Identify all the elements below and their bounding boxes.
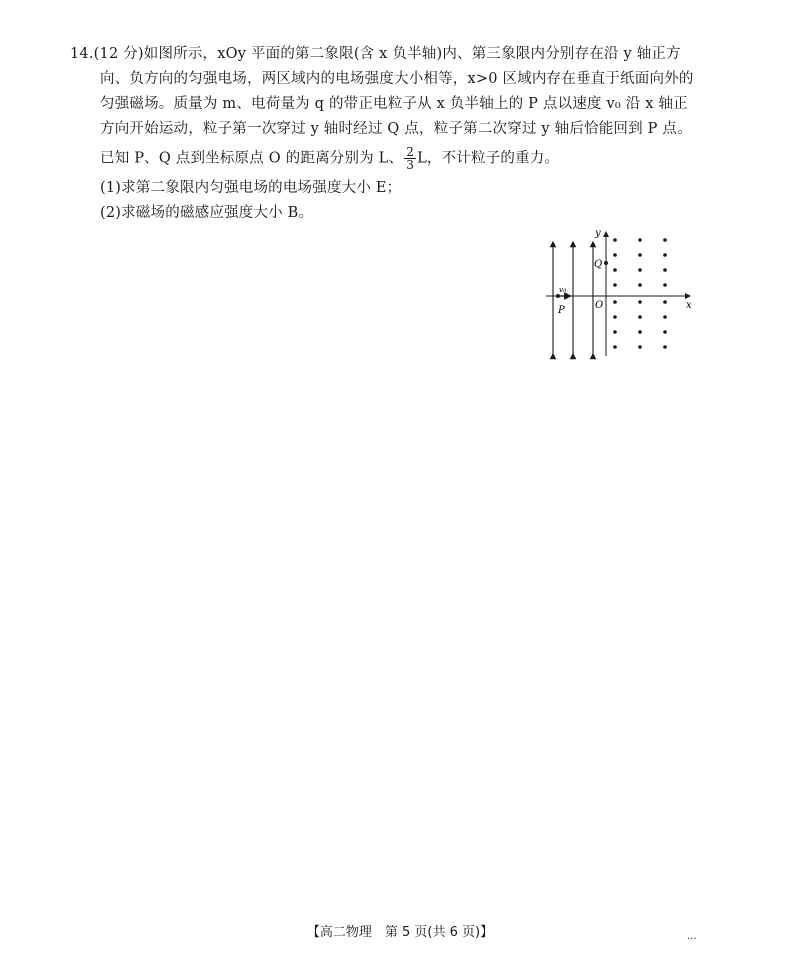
question-1: (1)求第二象限内匀强电场的电场强度大小 E； (100, 179, 402, 196)
label-v0: v₀ (559, 285, 567, 294)
fraction-two-thirds (404, 146, 416, 171)
problem-number: 14. (70, 46, 94, 62)
electric-field-lines (553, 244, 593, 356)
question-2: (2)求磁场的磁感应强度大小 B。 (100, 204, 314, 221)
fraction-numerator: 2 (406, 145, 415, 159)
label-y: y (595, 228, 601, 239)
problem-line-5 (100, 146, 700, 172)
problem-line-2: 向、负方向的匀强电场，两区域内的电场强度大小相等，x>0 区域内存在垂直于纸面向外的 (100, 71, 694, 87)
problem-points: (12 分) (93, 46, 144, 62)
label-q: Q (594, 259, 603, 270)
page-footer: 【高二物理 第 5 页(共 6 页)】 (306, 925, 494, 940)
problem-line-3: 匀强磁场。质量为 m、电荷量为 q 的带正电粒子从 x 负半轴上的 P 点以速度 v₀ 沿 x 轴正 (100, 96, 688, 112)
corner-mark: ... (687, 931, 697, 942)
point-q (604, 261, 608, 265)
problem-line-4: 方向开始运动，粒子第一次穿过 y 轴时经过 Q 点，粒子第二次穿过 y 轴后恰能回到 P 点。 (100, 121, 692, 137)
problem-line-1 (70, 42, 700, 67)
label-p: P (558, 305, 565, 316)
label-o: O (595, 300, 604, 311)
label-x: x (686, 300, 692, 311)
fraction-denominator: 3 (406, 158, 415, 172)
problem-text-1: 如图所示，xOy 平面的第二象限(含 x 负半轴)内、第三象限内分别存在沿 y 轴正方 (143, 46, 681, 62)
magnetic-field-dots (613, 238, 667, 349)
problem-text-5a: 已知 P、Q 点到坐标原点 O 的距离分别为 L、 (100, 150, 404, 167)
problem-14 (70, 42, 700, 226)
problem-text-5b: L，不计粒子的重力。 (417, 150, 560, 167)
field-diagram (538, 222, 708, 362)
